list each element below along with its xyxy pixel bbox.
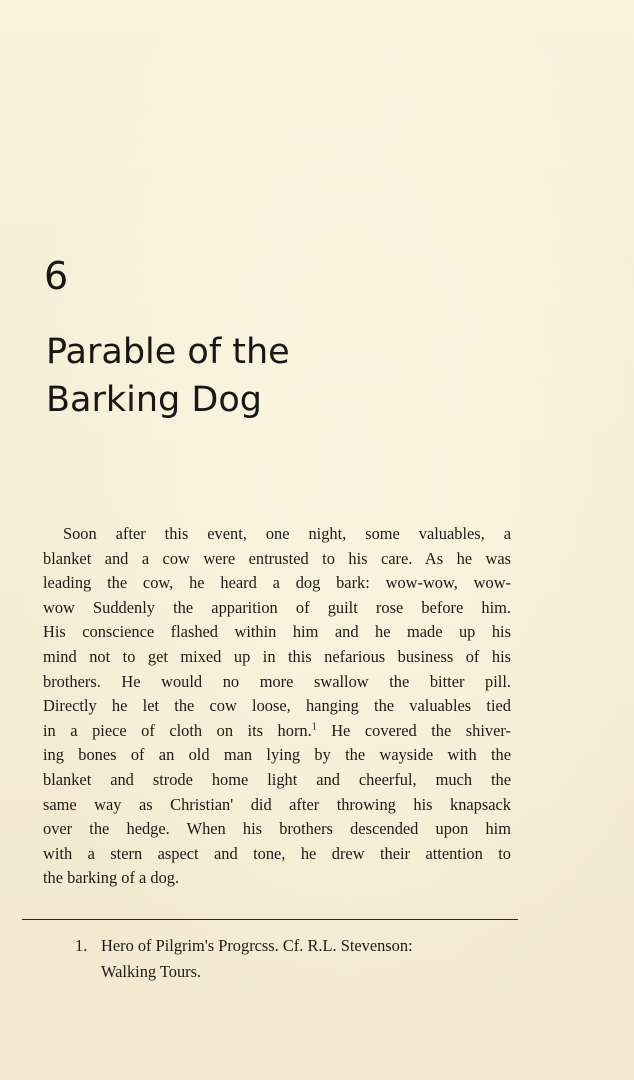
body-line: His conscience flashed within him and he made up his bbox=[43, 622, 511, 642]
chapter-title-line-1: Parable of the bbox=[46, 332, 290, 372]
body-line: mind not to get mixed up in this nefarious business of his bbox=[43, 646, 511, 666]
body-line: Directly he let the cow loose, hanging the valuables tied bbox=[43, 696, 511, 716]
body-line: leading the cow, he heard a dog bark: wow-wow, wow- bbox=[43, 573, 511, 593]
chapter-title bbox=[46, 328, 466, 424]
body-line: Soon after this event, one night, some valuables, a bbox=[63, 524, 511, 543]
body-line-with-footnote bbox=[43, 719, 511, 744]
body-line: with a stern aspect and tone, he drew their attention to bbox=[43, 843, 511, 863]
body-line: the barking of a dog. bbox=[43, 868, 180, 888]
footnote-number: 1. bbox=[75, 936, 88, 955]
body-line-part: in a piece of cloth on its horn. bbox=[43, 720, 312, 740]
footnote-reference: 1 bbox=[311, 721, 317, 733]
body-line: brothers. He would no more swallow the bitter pill. bbox=[43, 671, 511, 691]
footnote-text-line-2: Walking Tours. bbox=[101, 962, 202, 981]
chapter-number: 6 bbox=[44, 254, 69, 298]
chapter-title-line-2: Barking Dog bbox=[46, 380, 262, 420]
footnote bbox=[75, 933, 515, 985]
body-line-part: He covered the shiver- bbox=[316, 720, 511, 740]
body-line: same way as Christian' did after throwing his knapsack bbox=[43, 794, 511, 814]
body-line: blanket and a cow were entrusted to his care. As he was bbox=[43, 548, 511, 568]
body-line: wow Suddenly the apparition of guilt rose before him. bbox=[43, 597, 511, 617]
body-line: ing bones of an old man lying by the wayside with the bbox=[43, 745, 511, 765]
footnote-divider bbox=[22, 919, 518, 920]
body-line: over the hedge. When his brothers descended upon him bbox=[43, 819, 511, 839]
footnote-text-line-1: Hero of Pilgrim's Progrcss. Cf. R.L. Stevenson: bbox=[101, 936, 413, 955]
body-line: blanket and strode home light and cheerful, much the bbox=[43, 769, 511, 789]
body-paragraph bbox=[43, 522, 511, 891]
